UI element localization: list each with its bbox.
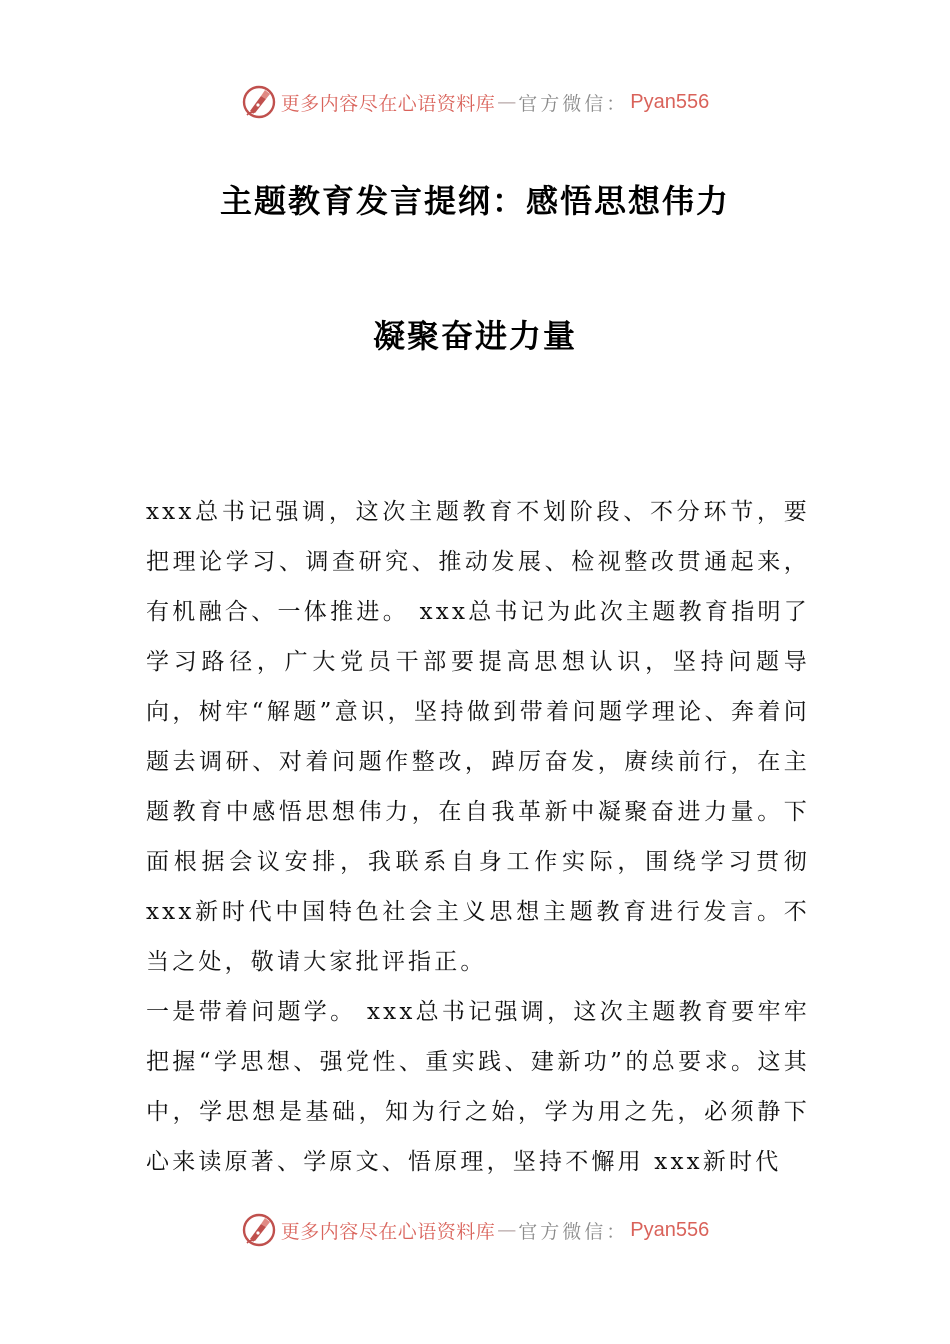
paragraph-intro: xxx总书记强调，这次主题教育不划阶段、不分环节，要把理论学习、调查研究、推动发展、检视整改贯通起来，有机融合、一体推进。 xxx总书记为此次主题教育指明了学习路径，广大党员干部要提高思想认识，坚持问题导向，树牢“解题”意识，坚持做到带着问题学理论、奔着问题去调研、对着问题作整改，踔厉奋发，赓续前行，在主题教育中感悟思想伟力，在自我革新中凝聚奋进力量。下面根据会议安排，我联系自身工作实际，围绕学习贯彻 xxx新时代中国特色社会主义思想主题教育进行发言。不当之处，敬请大家批评指正。: [146, 499, 810, 975]
banner-dash: —: [497, 91, 517, 113]
banner-site-name: 更多内容尽在心语资料库: [280, 92, 496, 115]
banner-wechat-id: Pyan556: [630, 90, 710, 113]
banner-wechat-label: 官方微信：: [518, 92, 629, 115]
footer-watermark-banner: [0, 1208, 950, 1252]
pen-nib-logo-icon: [241, 1212, 277, 1248]
pen-nib-logo-icon: [241, 84, 277, 120]
banner-wechat-id: Pyan556: [630, 1218, 710, 1241]
document-title-line-2: 凝聚奋进力量: [372, 317, 577, 355]
banner-site-name: 更多内容尽在心语资料库: [280, 1220, 496, 1243]
banner-dash: —: [497, 1219, 517, 1241]
paragraph-point-one: 一是带着问题学。 xxx总书记强调，这次主题教育要牢牢把握“学思想、强党性、重实践、建新功”的总要求。这其中，学思想是基础，知为行之始，学为用之先，必须静下心来读原著、学原文、悟原理，坚持不懈用 xxx新时代: [146, 999, 810, 1175]
document-body: [146, 487, 810, 1187]
document-title-line-1: 主题教育发言提纲：感悟思想伟力: [219, 182, 730, 220]
banner-wechat-label: 官方微信：: [518, 1220, 629, 1243]
header-watermark-banner: [0, 80, 950, 124]
